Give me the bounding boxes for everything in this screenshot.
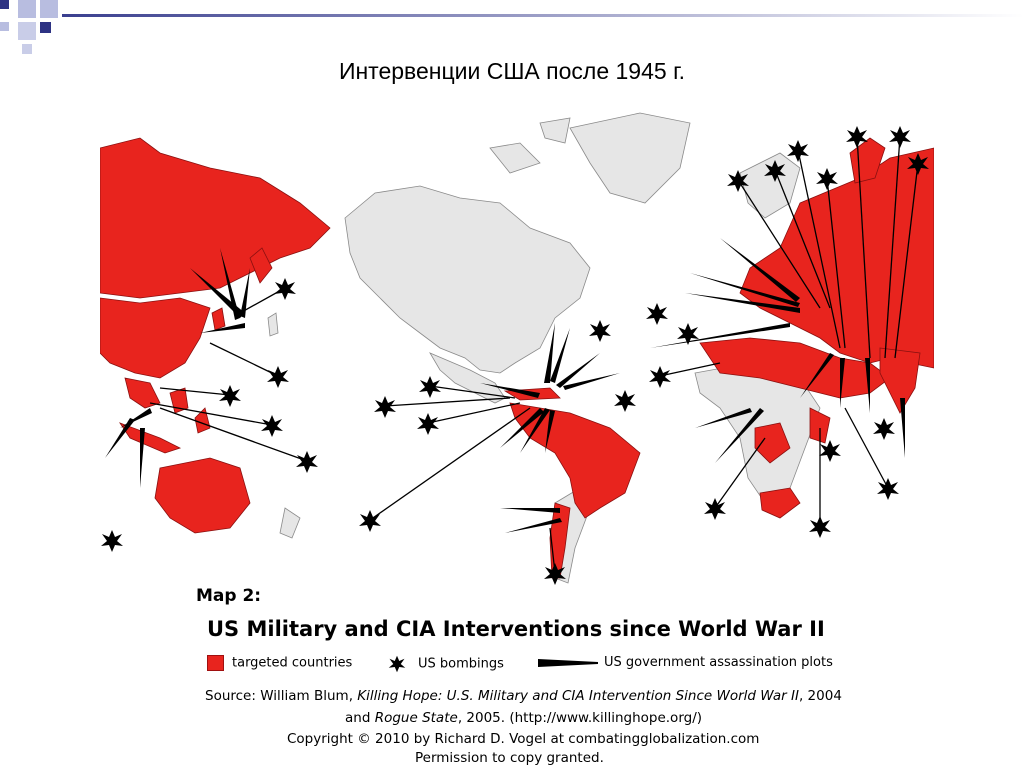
source-line-2 — [345, 710, 702, 726]
legend-bombings — [382, 655, 504, 673]
source-year: , 2004 — [798, 688, 842, 704]
legend-targeted-label: targeted countries — [232, 655, 353, 671]
world-map — [100, 108, 934, 598]
slide-title: Интервенции США после 1945 г. — [338, 58, 686, 84]
source-and: and — [345, 710, 375, 726]
slide-decoration — [0, 0, 1024, 60]
legend-assassinations-label: US government assassination plots — [604, 655, 833, 670]
permission-line: Permission to copy granted. — [415, 750, 604, 766]
map-label: Map 2: — [196, 586, 262, 606]
assassination-wedge-icon — [538, 658, 598, 668]
copyright-prefix: Copyright © 2010 by — [287, 731, 435, 747]
copyright-line — [287, 731, 759, 747]
copyright-name: Richard D. Vogel at combatingglobalization.com — [434, 731, 760, 747]
bombing-starburst-icon — [382, 655, 412, 673]
map-title: US Military and CIA Interventions since World War II — [207, 617, 825, 641]
source-url: , 2005. (http://www.killinghope.org/) — [457, 710, 703, 726]
targeted-swatch-icon — [207, 655, 224, 671]
legend-targeted — [207, 655, 352, 671]
source-prefix: Source: William Blum, — [205, 688, 358, 704]
source-line-1 — [205, 688, 842, 704]
source-book-2: Rogue State — [374, 710, 458, 726]
source-book: Killing Hope: U.S. Military and CIA Intervention Since World War II — [357, 688, 799, 704]
legend-bombings-label: US bombings — [418, 656, 504, 672]
legend-assassinations — [538, 655, 833, 670]
